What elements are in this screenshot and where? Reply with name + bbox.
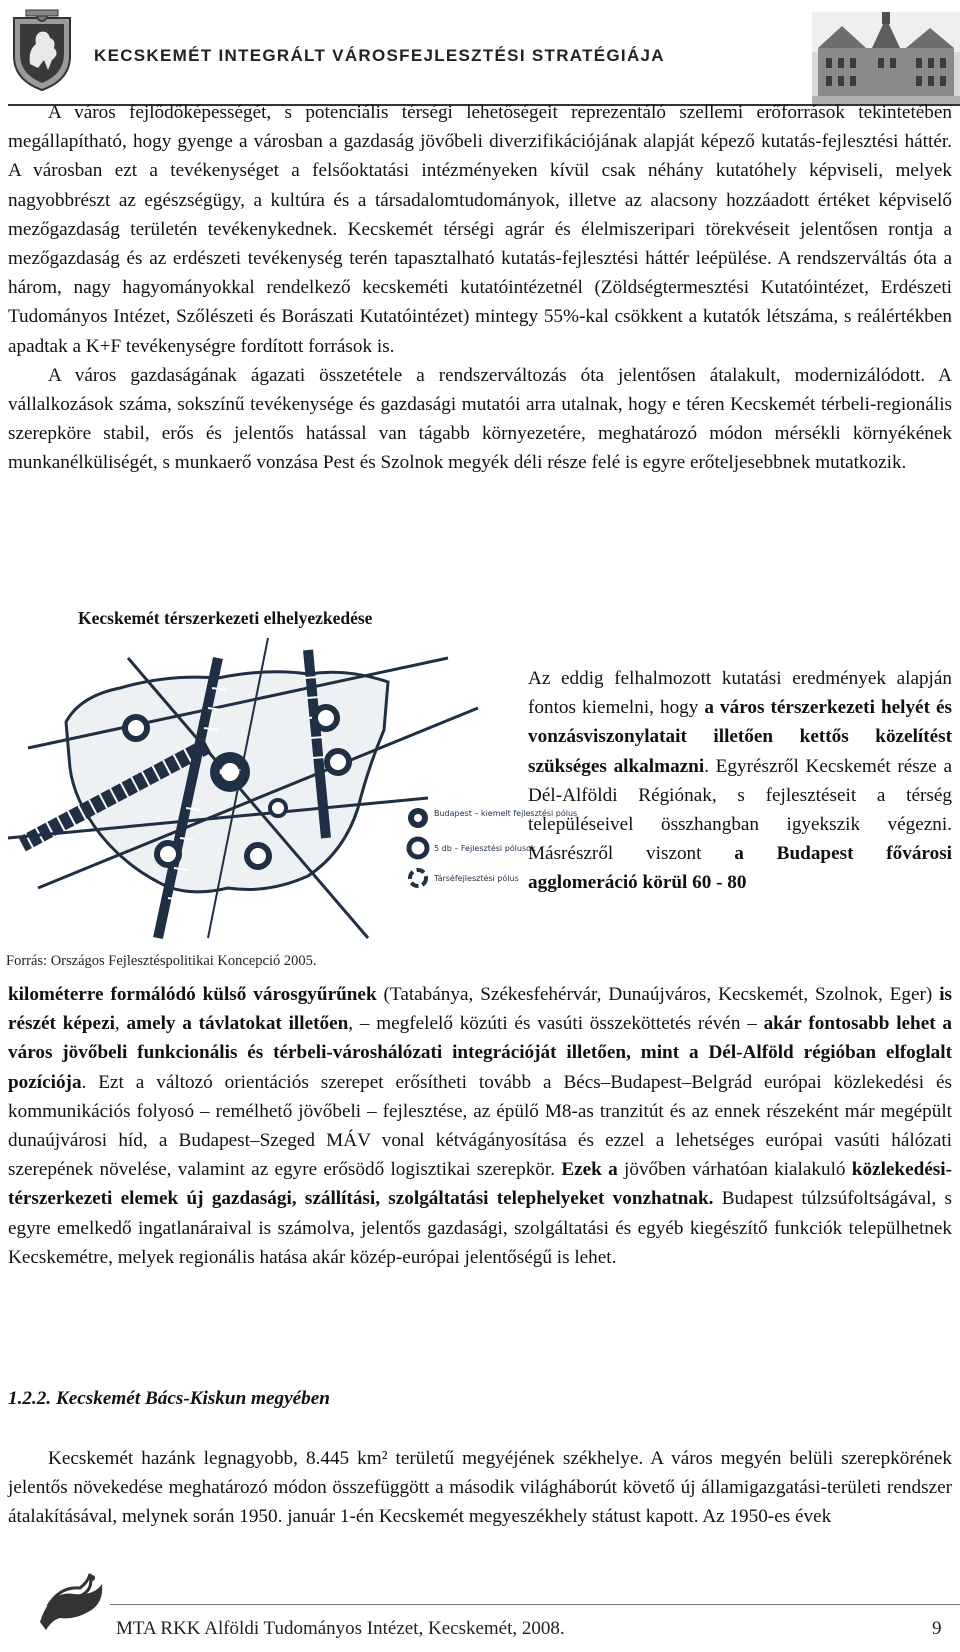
footer-text: MTA RKK Alföldi Tudományos Intézet, Kecskemét, 2008. [116,1618,565,1639]
side-paragraph [528,664,952,898]
page-footer [0,1560,960,1652]
section-text [8,1444,952,1532]
footer-divider [110,1604,960,1605]
text-span: , [114,1013,127,1035]
emphasis-span: kilométerre formálódó külső városgyűrűnek [8,984,377,1005]
map-node-label: BPEST [219,769,241,776]
emphasis-span: is részét képezi [8,984,953,1035]
kecskemet-coat-of-arms-icon [8,8,76,92]
figure-source: Forrás: Országos Fejlesztéspolitikai Koncepció 2005. [6,953,317,969]
city-hall-photo [812,12,960,104]
page-number: 9 [932,1618,942,1639]
emphasis-span: Ezek a [561,1159,618,1181]
text-span: Budapest túlzsúfoltságával, s egyre emelkedő ingatlanáraival is számolva, jelentős gazdasági, szolgáltatási és egyéb kiegészítő funkciók települhetnek Kecskemétre, melyek regionális hatása akár közép-európai jelentőségű is lehet. [8,1188,952,1268]
section-heading: 1.2.2. Kecskemét Bács-Kiskun megyében [8,1388,330,1409]
legend-label: Társéfejlesztési pólus [434,874,519,883]
legend-label: 5 db – Fejlesztési pólusok [434,844,536,853]
paragraph [8,980,952,1272]
spatial-structure-map [8,638,578,950]
emphasis-span: a Budapest fővárosi agglomeráció körül 60 - 80 [528,843,952,894]
legend-label: Budapest – kiemelt fejlesztési pólus [434,809,578,818]
text-span: . Egyrészről Kecskemét része a Dél-Alföldi Régiónak, s fejlesztéseit a térség településeivel összhangban igyekszik végezni. Másrészről viszont [528,755,952,865]
text-span: . Ezt a változó orientációs szerepet erősítheti tovább a Bécs–Budapest–Belgrád európai közlekedési és kommunikációs folyosó – remélhető jövőbeli – fejlesztése, az épülő M8-as tranzitút és az ennek részeként már megépült dunaújvárosi híd, a Budapest–Szeged MÁV vonal kétvágányosítása és ezzel a lehetséges európai vasúti hálózati szerepének növelése, valamint az egyre erősödő logisztikai szerepkör. [8,1071,952,1181]
document-title: KECSKEMÉT INTEGRÁLT VÁROSFEJLESZTÉSI STRATÉGIÁJA [94,46,665,65]
emphasis-span: közlekedési-térszerkezeti elemek új gazdasági, szállítási, szolgáltatási telephelyeket vonzhatnak. [8,1159,952,1210]
emphasis-span: akár fontosabb lehet a város jövőbeli funkcionális és térbeli-városhálózati integrációját illetően, mint a Dél-Alföld régióban elfoglalt pozíciója [8,1013,952,1093]
emphasis-span: a város térszerkezeti helyét és vonzásviszonylatait illetően kettős közelítést szükséges alkalmazni [528,697,952,777]
continuation-text [8,980,952,1272]
text-span: , – megfelelő közúti és vasúti összeköttetés révén – [348,1013,764,1035]
paragraph: A város gazdaságának ágazati összetétele a rendszerváltozás óta jelentősen átalakult, modernizálódott. A vállalkozások száma, sokszínű tevékenysége és gazdasági mutatói arra utalnak, hogy e téren Kecskemét térbeli-regionális szerepköre stabil, erős és jelentős hatással van tágabb környezetére, meghatározó módon mérsékli környékének munkanélküliségét, s munkaerő vonzása Pest és Szolnok megyék déli része felé is egyre erőteljesebbnek mutatkozik. [8,364,952,474]
paragraph: Kecskemét hazánk legnagyobb, 8.445 km² területű megyéjének székhelye. A város megyén belüli szerepkörének jelentős növekedése meghatározó módon összefüggött a második világháborút követő új államigazgatási-területi rendszer átalakításával, melynek során 1950. január 1-én Kecskemét megyeszékhely státust kapott. Az 1950-es évek [8,1448,952,1528]
text-span: Az eddig felhalmozott kutatási eredmények alapján fontos kiemelni, hogy [528,668,952,719]
text-span: (Tatabánya, Székesfehérvár, Dunaújváros, Kecskemét, Szolnok, Eger) [376,984,940,1005]
page-header [0,0,960,106]
paragraph: A város fejlődőképességét, s potenciális térségi lehetőségeit reprezentáló szellemi erőforrások tekintetében megállapítható, hogy gyenge a városban a gazdaság jövőbeli diverzifikációjának alapját képező kutatás-fejlesztési háttér. A városban ezt a tevékenységet a felsőoktatási intézményeken kívül csak néhány kutatóhely képviseli, melyek nagyobbrészt az egészségügy, a kultúra és a társadalomtudományok, illetve az alacsony hozzáadott értéket képviselő mezőgazdaság területén tevékenykednek. Kecskemét térségi agrár és élelmiszeripari törekvéseit jelentősen rontja a mezőgazdaság és az erdészeti tevékenység terén tapasztalható kutatás-fejlesztési háttér leépülése. A rendszerváltás óta a három, nagy hagyományokkal rendelkező kecskeméti kutatóintézetnél (Zöldségtermesztési Kutatóintézet, Erdészeti Tudományos Intézet, Szőlészeti és Borászati Kutatóintézet) mintegy 55%-kal csökkent a kutatók létszáma, s reálértékben apadtak a K+F tevékenységre fordított források is. [8,102,952,357]
intro-text [8,98,952,478]
institute-logo-icon [30,1560,116,1646]
text-span: jövőben várhatóan kialakuló [617,1159,852,1181]
emphasis-span: amely a távlatokat illetően [126,1013,349,1035]
figure-title: Kecskemét térszerkezeti elhelyezkedése [78,608,373,628]
